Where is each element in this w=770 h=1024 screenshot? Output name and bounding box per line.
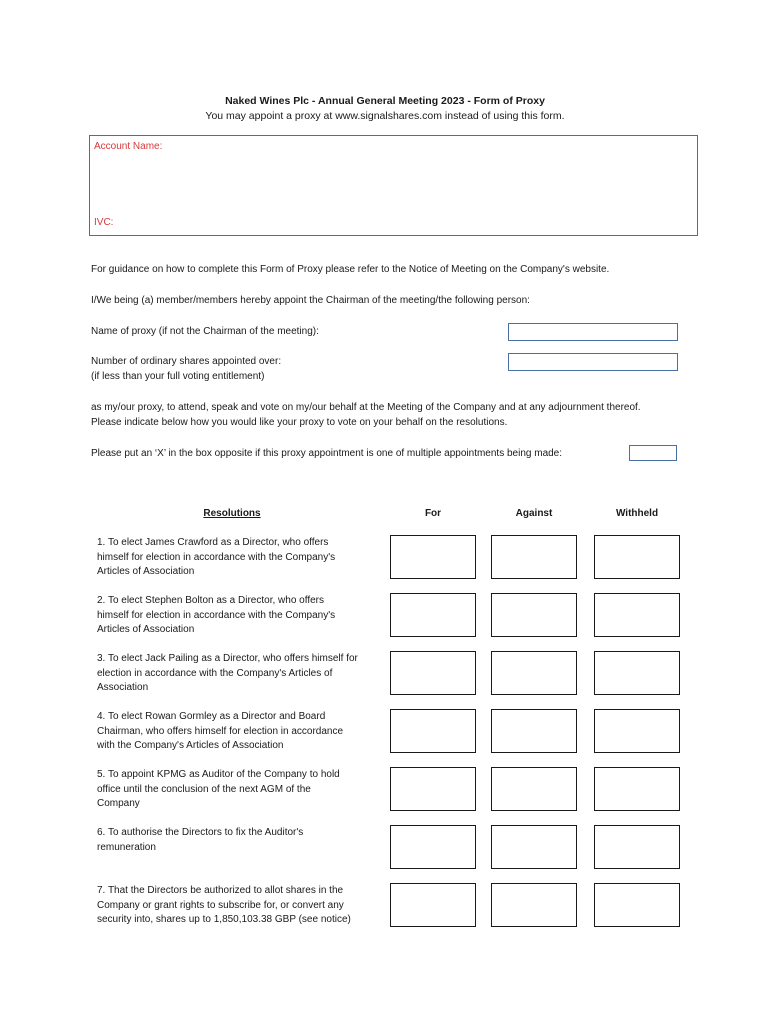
resolution-1-text (97, 536, 372, 580)
resolution-2-for-box[interactable] (390, 593, 476, 637)
resolution-7-line2: Company or grant rights to subscribe for, or convert any (97, 899, 344, 911)
resolution-4-for-box[interactable] (390, 709, 476, 753)
resolution-1-against-box[interactable] (491, 535, 577, 579)
resolution-5-line2: office until the conclusion of the next AGM of the (97, 783, 311, 795)
resolution-3-for-box[interactable] (390, 651, 476, 695)
proxy-purpose-text (91, 400, 691, 430)
resolution-2-against-box[interactable] (491, 593, 577, 637)
resolution-4-line2: Chairman, who offers himself for election in accordance (97, 725, 344, 737)
for-header: For (424, 508, 442, 519)
resolution-7-for-box[interactable] (390, 883, 476, 927)
guidance-text: For guidance on how to complete this Form of Proxy please refer to the Notice of Meeting on the Company's website. (91, 264, 610, 275)
resolution-4-against-box[interactable] (491, 709, 577, 753)
multiple-appointments-label: Please put an ‘X’ in the box opposite if this proxy appointment is one of multiple appointments being made: (91, 448, 563, 459)
resolution-6-text (97, 826, 372, 855)
resolution-3-line3: Association (97, 682, 149, 693)
resolution-5-against-box[interactable] (491, 767, 577, 811)
account-name-label: Account Name: (94, 141, 163, 152)
account-details-box (89, 135, 698, 236)
resolution-6-for-box[interactable] (390, 825, 476, 869)
proxy-name-label: Name of proxy (if not the Chairman of the meeting): (91, 326, 319, 337)
resolution-4-withheld-box[interactable] (594, 709, 680, 753)
resolution-6-withheld-box[interactable] (594, 825, 680, 869)
resolution-1-line1: 1. To elect James Crawford as a Director, who offers (97, 537, 329, 548)
shares-label-line1: Number of ordinary shares appointed over: (91, 356, 282, 367)
resolution-3-against-box[interactable] (491, 651, 577, 695)
resolution-3-line2: election in accordance with the Company's Articles of (97, 667, 333, 679)
resolution-7-line3: security into, shares up to 1,850,103.38 GBP (see notice) (97, 914, 351, 925)
appoint-text: I/We being (a) member/members hereby appoint the Chairman of the meeting/the following person: (91, 295, 530, 306)
proxy-purpose-line1: as my/our proxy, to attend, speak and vote on my/our behalf at the Meeting of the Company and at any adjournment thereof. (91, 402, 641, 413)
resolution-4-line1: 4. To elect Rowan Gormley as a Director and Board (97, 711, 326, 722)
against-header: Against (515, 508, 553, 519)
resolution-1-line2: himself for election in accordance with the Company's (97, 551, 336, 563)
multiple-appointments-checkbox[interactable] (629, 445, 677, 461)
resolution-4-text (97, 710, 372, 754)
withheld-header: Withheld (615, 508, 659, 519)
resolution-2-line2: himself for election in accordance with the Company's (97, 609, 336, 621)
resolution-1-withheld-box[interactable] (594, 535, 680, 579)
shares-label-line2: (if less than your full voting entitlement) (91, 371, 265, 382)
resolution-5-for-box[interactable] (390, 767, 476, 811)
resolution-6-line1: 6. To authorise the Directors to fix the Auditor's (97, 827, 304, 838)
resolution-2-withheld-box[interactable] (594, 593, 680, 637)
resolution-5-line1: 5. To appoint KPMG as Auditor of the Company to hold (97, 769, 340, 780)
resolution-7-withheld-box[interactable] (594, 883, 680, 927)
resolution-2-line3: Articles of Association (97, 624, 195, 635)
resolution-2-line1: 2. To elect Stephen Bolton as a Director, who offers (97, 595, 324, 606)
resolution-4-line3: with the Company's Articles of Association (97, 740, 284, 751)
resolution-5-line3: Company (97, 798, 140, 809)
resolution-1-for-box[interactable] (390, 535, 476, 579)
resolution-5-withheld-box[interactable] (594, 767, 680, 811)
resolution-3-text (97, 652, 372, 696)
resolution-5-text (97, 768, 372, 812)
resolution-2-text (97, 594, 372, 638)
resolution-6-line2: remuneration (97, 841, 156, 853)
shares-input[interactable] (508, 353, 678, 371)
form-title: Naked Wines Plc - Annual General Meeting 2023 - Form of Proxy (225, 95, 545, 107)
proxy-name-input[interactable] (508, 323, 678, 341)
resolution-6-against-box[interactable] (491, 825, 577, 869)
resolution-3-withheld-box[interactable] (594, 651, 680, 695)
resolutions-header: Resolutions (203, 508, 261, 519)
proxy-purpose-line2: Please indicate below how you would like your proxy to vote on your behalf on the resolutions. (91, 417, 508, 428)
resolution-7-against-box[interactable] (491, 883, 577, 927)
shares-label (91, 354, 491, 384)
form-subtitle: You may appoint a proxy at www.signalshares.com instead of using this form. (205, 110, 565, 122)
resolution-7-line1: 7. That the Directors be authorized to allot shares in the (97, 885, 344, 896)
resolution-7-text (97, 884, 372, 928)
resolution-1-line3: Articles of Association (97, 566, 195, 577)
resolution-3-line1: 3. To elect Jack Pailing as a Director, who offers himself for (97, 653, 358, 664)
ivc-label: IVC: (94, 217, 114, 228)
